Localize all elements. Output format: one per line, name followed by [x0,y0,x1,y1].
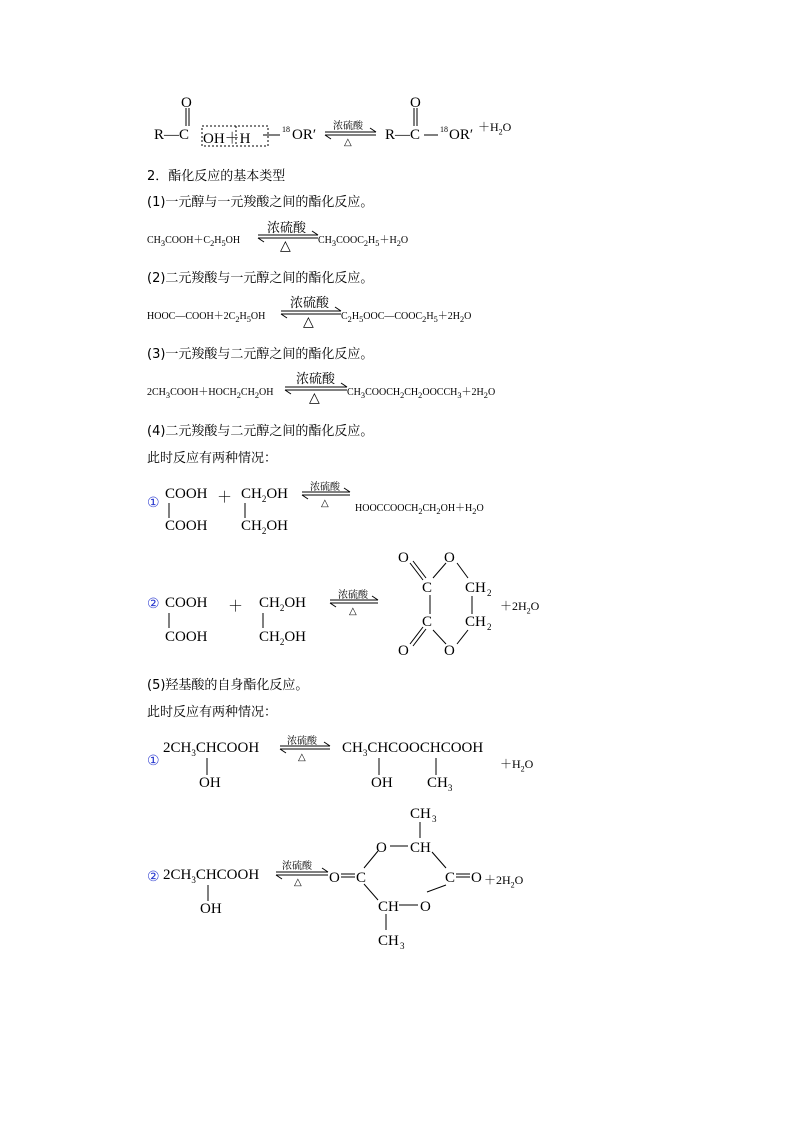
t4-c1-a2: COOH [165,518,208,534]
t4-c1-num: ① [147,496,160,511]
t1-lhs: $CH_3COOH+C_2H_5OH$ [147,235,241,248]
t3-heat: △ [309,390,320,406]
t1-heat: △ [280,238,291,254]
t4-c2-b1: $CH_2OH$ [259,595,307,613]
t5-c2-num: ② [147,870,160,885]
svg-text:C: C [356,870,367,886]
t4-c1-b2: $CH_2OH$ [241,518,289,536]
svg-text:O: O [444,643,455,659]
t5-c1-catalyst: 浓硫酸 [287,736,317,747]
t4-c2-num: ② [147,597,160,612]
t4-note: 此时反应有两种情况： [147,451,278,466]
t4-c1-rhs: $HOOCCOOCH_2CH_2OH+H_2O$ [355,503,484,516]
t4-c2-b2: $CH_2OH$ [259,629,307,647]
t4-c2-catalyst: 浓硫酸 [338,590,368,601]
t4-c1-a1: COOH [165,486,208,502]
svg-text:O: O [398,643,409,659]
t4-title: (4)二元羧酸与二元醇之间的酯化反应。 [147,424,374,439]
t3-lhs: $2CH_3COOH+HOCH_2CH_2OH$ [147,387,274,400]
svg-text:C: C [422,580,433,596]
svg-text:CH: CH [378,933,399,949]
section-title: 2．酯化反应的基本类型 [147,169,286,184]
svg-text:CH: CH [465,614,486,630]
t5-c1-lhs: $2CH_3CHCOOH$ [163,740,260,758]
t4-c2-heat: △ [349,606,357,617]
svg-text:CH: CH [410,840,431,856]
svg-text:3: 3 [432,814,437,824]
svg-text:CH: CH [410,806,431,822]
t5-note: 此时反应有两种情况： [147,705,278,720]
top-lhs: R—C [154,127,190,143]
t2-lhs: $HOOC—COOH+2C_2H_5OH$ [147,311,266,324]
t3-title: (3)一元羧酸与二元醇之间的酯化反应。 [147,347,374,362]
top-heat: △ [344,137,352,148]
svg-text:O: O [420,899,431,915]
top-18-right: 18 [440,125,448,134]
t5-c1-oh: OH [199,775,221,791]
top-or-right: OR′ [449,127,474,143]
t4-c1-heat: △ [321,498,329,509]
svg-text:C: C [445,870,456,886]
t4-c2-a2: COOH [165,629,208,645]
svg-text:2: 2 [487,588,492,598]
t5-c2-oh: OH [200,901,222,917]
t5-c2-water: $+2H_2O$ [484,873,524,890]
t5-c2-catalyst: 浓硫酸 [282,861,312,872]
t5-title: (5)羟基酸的自身酯化反应。 [147,678,309,693]
t3-catalyst: 浓硫酸 [296,372,336,387]
svg-text:O: O [329,870,340,886]
t4-c2-a1: COOH [165,595,208,611]
svg-text:O: O [398,550,409,566]
t5-c2-heat: △ [294,877,302,888]
t5-c1-oh2: OH [371,775,393,791]
top-o-left: O [181,95,192,111]
t2-rhs: $C_2H_5OOC—COOC_2H_5+2H_2O$ [341,311,472,324]
svg-text:CH: CH [465,580,486,596]
top-water: $+H_2O$ [478,120,512,137]
t5-c1-num: ① [147,754,160,769]
t1-catalyst: 浓硫酸 [267,221,307,236]
top-catalyst: 浓硫酸 [333,121,363,132]
t2-catalyst: 浓硫酸 [290,296,330,311]
t5-c1-rhs: $CH_3CHCOOCHCOOH$ [342,740,484,758]
t5-c1-water: $+H_2O$ [500,757,534,774]
svg-text:3: 3 [400,941,405,951]
top-oh-h: OH＋H [203,131,251,147]
top-or-left: OR′ [292,127,317,143]
t5-c2-lhs: $2CH_3CHCOOH$ [163,867,260,885]
svg-text:CH: CH [378,899,399,915]
t5-c1-heat: △ [298,752,306,763]
t1-rhs: $CH_3COOC_2H_5+H_2O$ [318,235,409,248]
svg-text:2: 2 [487,622,492,632]
t4-c1-b1: $CH_2OH$ [241,486,289,504]
top-rhs: R—C [385,127,421,143]
top-o-right: O [410,95,421,111]
t4-c1-catalyst: 浓硫酸 [310,482,340,493]
t2-heat: △ [303,314,314,330]
t5-c1-ch3: $CH_3$ [427,775,453,793]
top-18-left: 18 [282,125,290,134]
t2-title: (2)二元羧酸与一元醇之间的酯化反应。 [147,271,374,286]
t3-rhs: $CH_3COOCH_2CH_2OOCCH_3+2H_2O$ [347,387,496,400]
t4-c2-water: $+2H_2O$ [500,599,540,616]
t4-c2-plus: ＋ [228,599,244,615]
t1-title: (1)一元醇与一元羧酸之间的酯化反应。 [147,195,374,210]
svg-text:C: C [422,614,433,630]
svg-text:O: O [471,870,482,886]
svg-text:O: O [444,550,455,566]
t4-c1-plus: ＋ [217,490,233,506]
svg-text:O: O [376,840,387,856]
